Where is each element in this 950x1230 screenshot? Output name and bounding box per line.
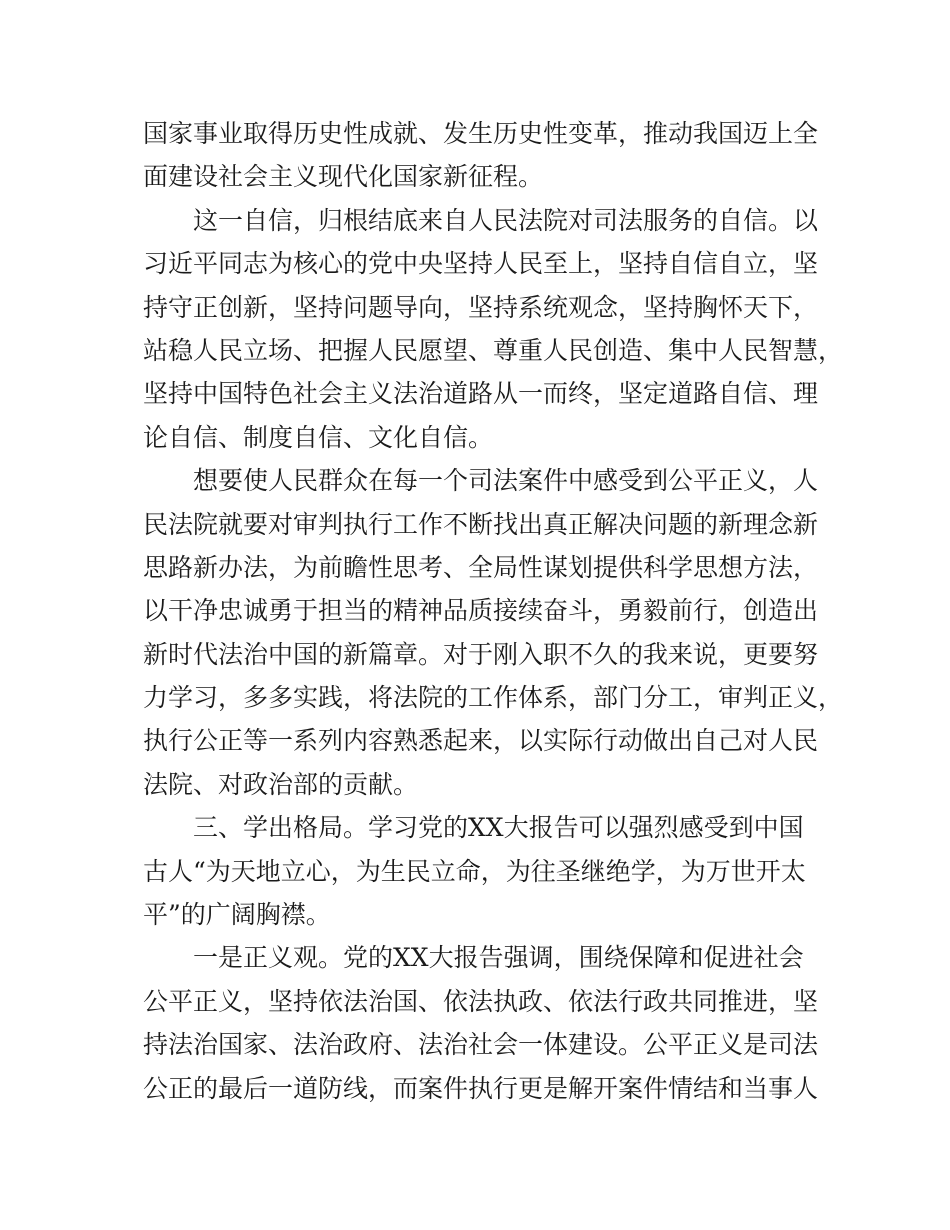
text-line: 论自信、制度自信、文化自信。	[143, 422, 494, 452]
paragraph-first-line: 三、学出格局。学习党的XX大报告可以强烈感受到中国	[193, 813, 804, 843]
text-line: 国家事业取得历史性成就、发生历史性变革，推动我国迈上全	[143, 119, 819, 148]
text-line: 古人“为天地立心，为生民立命，为往圣继绝学，为万世开太	[143, 856, 806, 886]
text-line: 新时代法治中国的新篇章。对于刚入职不久的我来说，更要努	[143, 639, 819, 669]
text-line: 公平正义，坚持依法治国、依法执政、依法行政共同推进，坚	[143, 986, 819, 1016]
text-line: 持守正创新，坚持问题导向，坚持系统观念，坚持胸怀天下，	[143, 292, 819, 322]
paragraph-first-line: 想要使人民群众在每一个司法案件中感受到公平正义，人	[193, 466, 819, 496]
text-line: 以干净忠诚勇于担当的精神品质接续奋斗，勇毅前行，创造出	[143, 596, 819, 626]
paragraph-first-line: 一是正义观。党的XX大报告强调，围绕保障和促进社会	[193, 943, 804, 973]
text-line: 执行公正等一系列内容熟悉起来，以实际行动做出自己对人民	[143, 726, 819, 756]
text-line: 习近平同志为核心的党中央坚持人民至上，坚持自信自立，坚	[143, 249, 819, 279]
paragraph-first-line: 这一自信，归根结底来自人民法院对司法服务的自信。以	[193, 205, 819, 235]
document-body-text	[143, 112, 844, 1110]
text-line: 民法院就要对审判执行工作不断找出真正解决问题的新理念新	[143, 509, 819, 539]
text-line: 坚持中国特色社会主义法治道路从一而终，坚定道路自信、理	[143, 379, 819, 409]
text-line: 法院、对政治部的贡献。	[143, 769, 419, 799]
text-line: 平”的广阔胸襟。	[143, 900, 331, 930]
text-line: 面建设社会主义现代化国家新征程。	[143, 162, 544, 192]
text-line: 思路新办法，为前瞻性思考、全局性谋划提供科学思想方法，	[143, 552, 819, 582]
text-line: 公正的最后一道防线，而案件执行更是解开案件情结和当事人	[143, 1073, 819, 1103]
text-line: 持法治国家、法治政府、法治社会一体建设。公平正义是司法	[143, 1030, 819, 1060]
text-line: 站稳人民立场、把握人民愿望、尊重人民创造、集中人民智慧，	[143, 335, 844, 365]
text-line: 力学习，多多实践，将法院的工作体系，部门分工，审判正义，	[143, 683, 844, 713]
